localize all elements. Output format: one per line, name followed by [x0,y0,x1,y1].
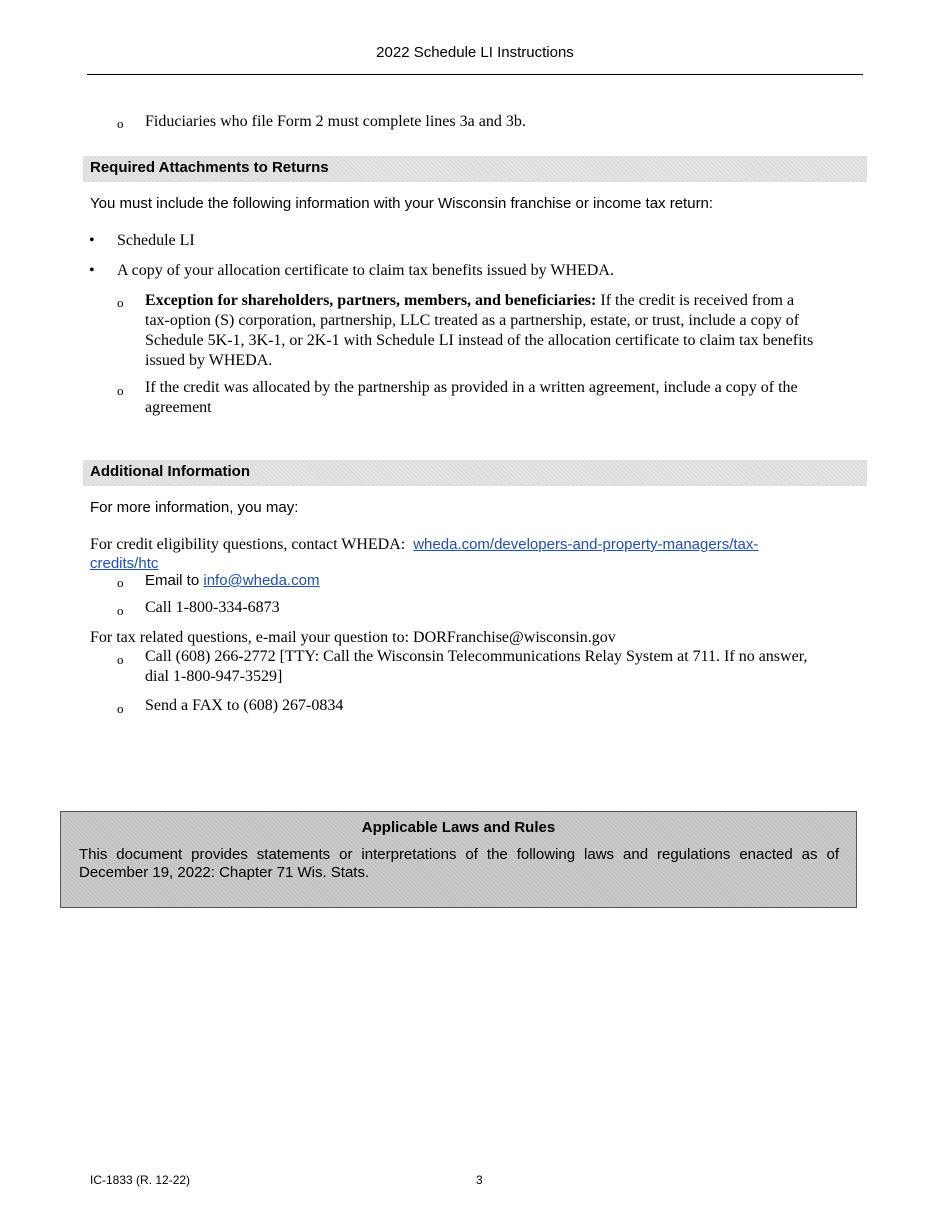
circle-bullet-icon: o [117,603,124,618]
fiduciaries-note: Fiduciaries who file Form 2 must complete lines 3a and 3b. [145,113,526,130]
tax-questions-line: For tax related questions, e-mail your question to: DORFranchise@wisconsin.gov [90,629,616,646]
exception-paragraph: Exception for shareholders, partners, members, and beneficiaries: If the credit is received from a tax-option (S) corporation, partnership, LLC treated as a partnership, estate, or trust, include a copy of Schedule 5K-1, 3K-1, or 2K-1 with Schedule LI instead of the allocation certificate to claim tax benefits issued by WHEDA. [145,292,814,369]
email-contact-line: Email to info@wheda.com [145,572,320,589]
circle-bullet-icon: o [117,295,124,310]
dot-bullet-icon: • [89,232,95,249]
additional-info-intro: For more information, you may: [90,499,299,516]
section-heading-additional-information: Additional Information [83,460,867,486]
circle-bullet-icon: o [117,383,124,398]
partnership-agreement-paragraph: If the credit was allocated by the partnership as provided in a written agreement, include a copy of the agreement [145,379,798,416]
circle-bullet-icon: o [117,652,124,667]
page-header-title: 2022 Schedule LI Instructions [376,44,574,61]
applicable-laws-text: This document provides statements or interpretations of the following laws and regulations enacted as of December 19, 2022: Chapter 71 Wis. Stats. [79,846,839,881]
form-identifier: IC-1833 (R. 12-22) [90,1173,191,1187]
wheda-email-link[interactable]: info@wheda.com [203,572,320,589]
fax-line: Send a FAX to (608) 267-0834 [145,697,344,714]
dot-bullet-icon: • [89,262,95,279]
exception-bold-label: Exception for shareholders, partners, members, and beneficiaries: [145,292,597,309]
page-number: 3 [476,1173,483,1187]
wheda-website-link[interactable]: wheda.com/developers-and-property-managers/tax- [413,536,759,553]
dor-phone-paragraph: Call (608) 266-2772 [TTY: Call the Wisconsin Telecommunications Relay System at 711. If no answer, dial 1-800-947-3529] [145,648,808,685]
circle-bullet-icon: o [117,701,124,716]
circle-bullet-icon: o [117,116,124,131]
wheda-contact-paragraph: For credit eligibility questions, contact WHEDA: wheda.com/developers-and-property-managers/tax- credits/htc [90,536,759,572]
applicable-laws-box [60,811,857,908]
circle-bullet-icon: o [117,575,124,590]
required-attachments-intro: You must include the following information with your Wisconsin franchise or income tax return: [90,195,714,212]
applicable-laws-title: Applicable Laws and Rules [361,819,556,836]
list-item: Schedule LI [117,232,195,249]
header-divider [87,74,863,75]
wheda-phone-line: Call 1-800-334-6873 [145,599,280,616]
section-heading-required-attachments: Required Attachments to Returns [83,156,867,182]
list-item: A copy of your allocation certificate to claim tax benefits issued by WHEDA. [117,262,614,279]
wheda-website-link-continued[interactable]: credits/htc [90,555,159,572]
